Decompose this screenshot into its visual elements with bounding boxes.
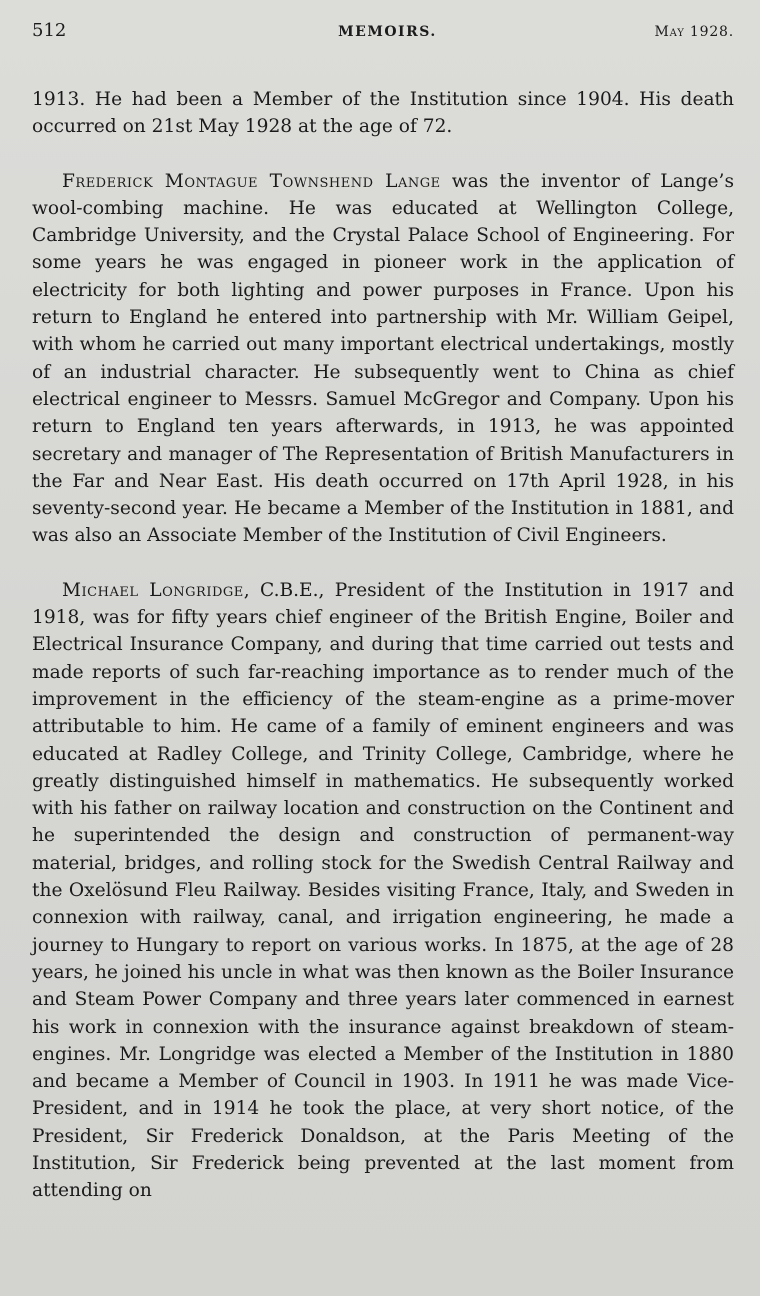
running-head [32, 20, 734, 50]
memoir-name: Michael Longridge [62, 579, 244, 601]
memoir-lange [32, 168, 734, 550]
paragraph-text: 1913. He had been a Member of the Institution since 1904. His death occurred on 21st May 1928 at the age of 72. [32, 89, 734, 138]
memoir-text: was the inventor of Lange’s wool-combing machine. He was educated at Wellington College, Cambridge University, and the Crystal Palace School of Engineering. For some years he was engaged in pioneer work in the application of electricity for both lighting and power purposes in France. Upon his return to England he entered into partnership with Mr. William Geipel, with whom he carried out many important electrical undertakings, mostly of an industrial character. He subsequently went to China as chief electrical engineer to Messrs. Samuel McGregor and Company. Upon his return to England ten years afterwards, in 1913, he was appointed secretary and manager of The Representation of British Manufacturers in the Far and Near East. His death occurred on 17th April 1928, in his seventy-second year. He became a Member of the Institution in 1881, and was also an Associate Member of the Institution of Civil Engineers. [32, 170, 734, 547]
issue-date: May 1928. [654, 24, 734, 40]
section-title: MEMOIRS. [338, 24, 437, 40]
paragraph-continuation [32, 86, 734, 141]
memoir-name: Frederick Montague Townshend Lange [62, 170, 441, 192]
memoir-longridge [32, 577, 734, 1205]
memoir-text: , C.B.E., President of the Institution in 1917 and 1918, was for fifty years chief engineer of the British Engine, Boiler and Electrical Insurance Company, and during that time carried out tests and made reports of such far-reaching importance as to render much of the improvement in the efficiency of the steam-engine as a prime-mover attributable to him. He came of a family of eminent engineers and was educated at Radley College, and Trinity College, Cambridge, where he greatly distinguished himself in mathematics. He subsequently worked with his father on railway location and construction on the Continent and he superintended the design and construction of permanent-way material, bridges, and rolling stock for the Swedish Central Railway and the Oxelösund Fleu Railway. Besides visiting France, Italy, and Sweden in connexion with railway, canal, and irrigation engineering, he made a journey to Hungary to report on various works. In 1875, at the age of 28 years, he joined his uncle in what was then known as the Boiler Insurance and Steam Power Company and three years later commenced in earnest his work in connexion with the insurance against breakdown of steam-engines. Mr. Longridge was elected a Member of the Institution in 1880 and became a Member of Council in 1903. In 1911 he was made Vice-President, and in 1914 he took the place, at very short notice, of the President, Sir Frederick Donaldson, at the Paris Meeting of the Institution, Sir Frederick being prevented at the last moment from attending on [32, 579, 734, 1202]
page-number: 512 [32, 20, 67, 41]
